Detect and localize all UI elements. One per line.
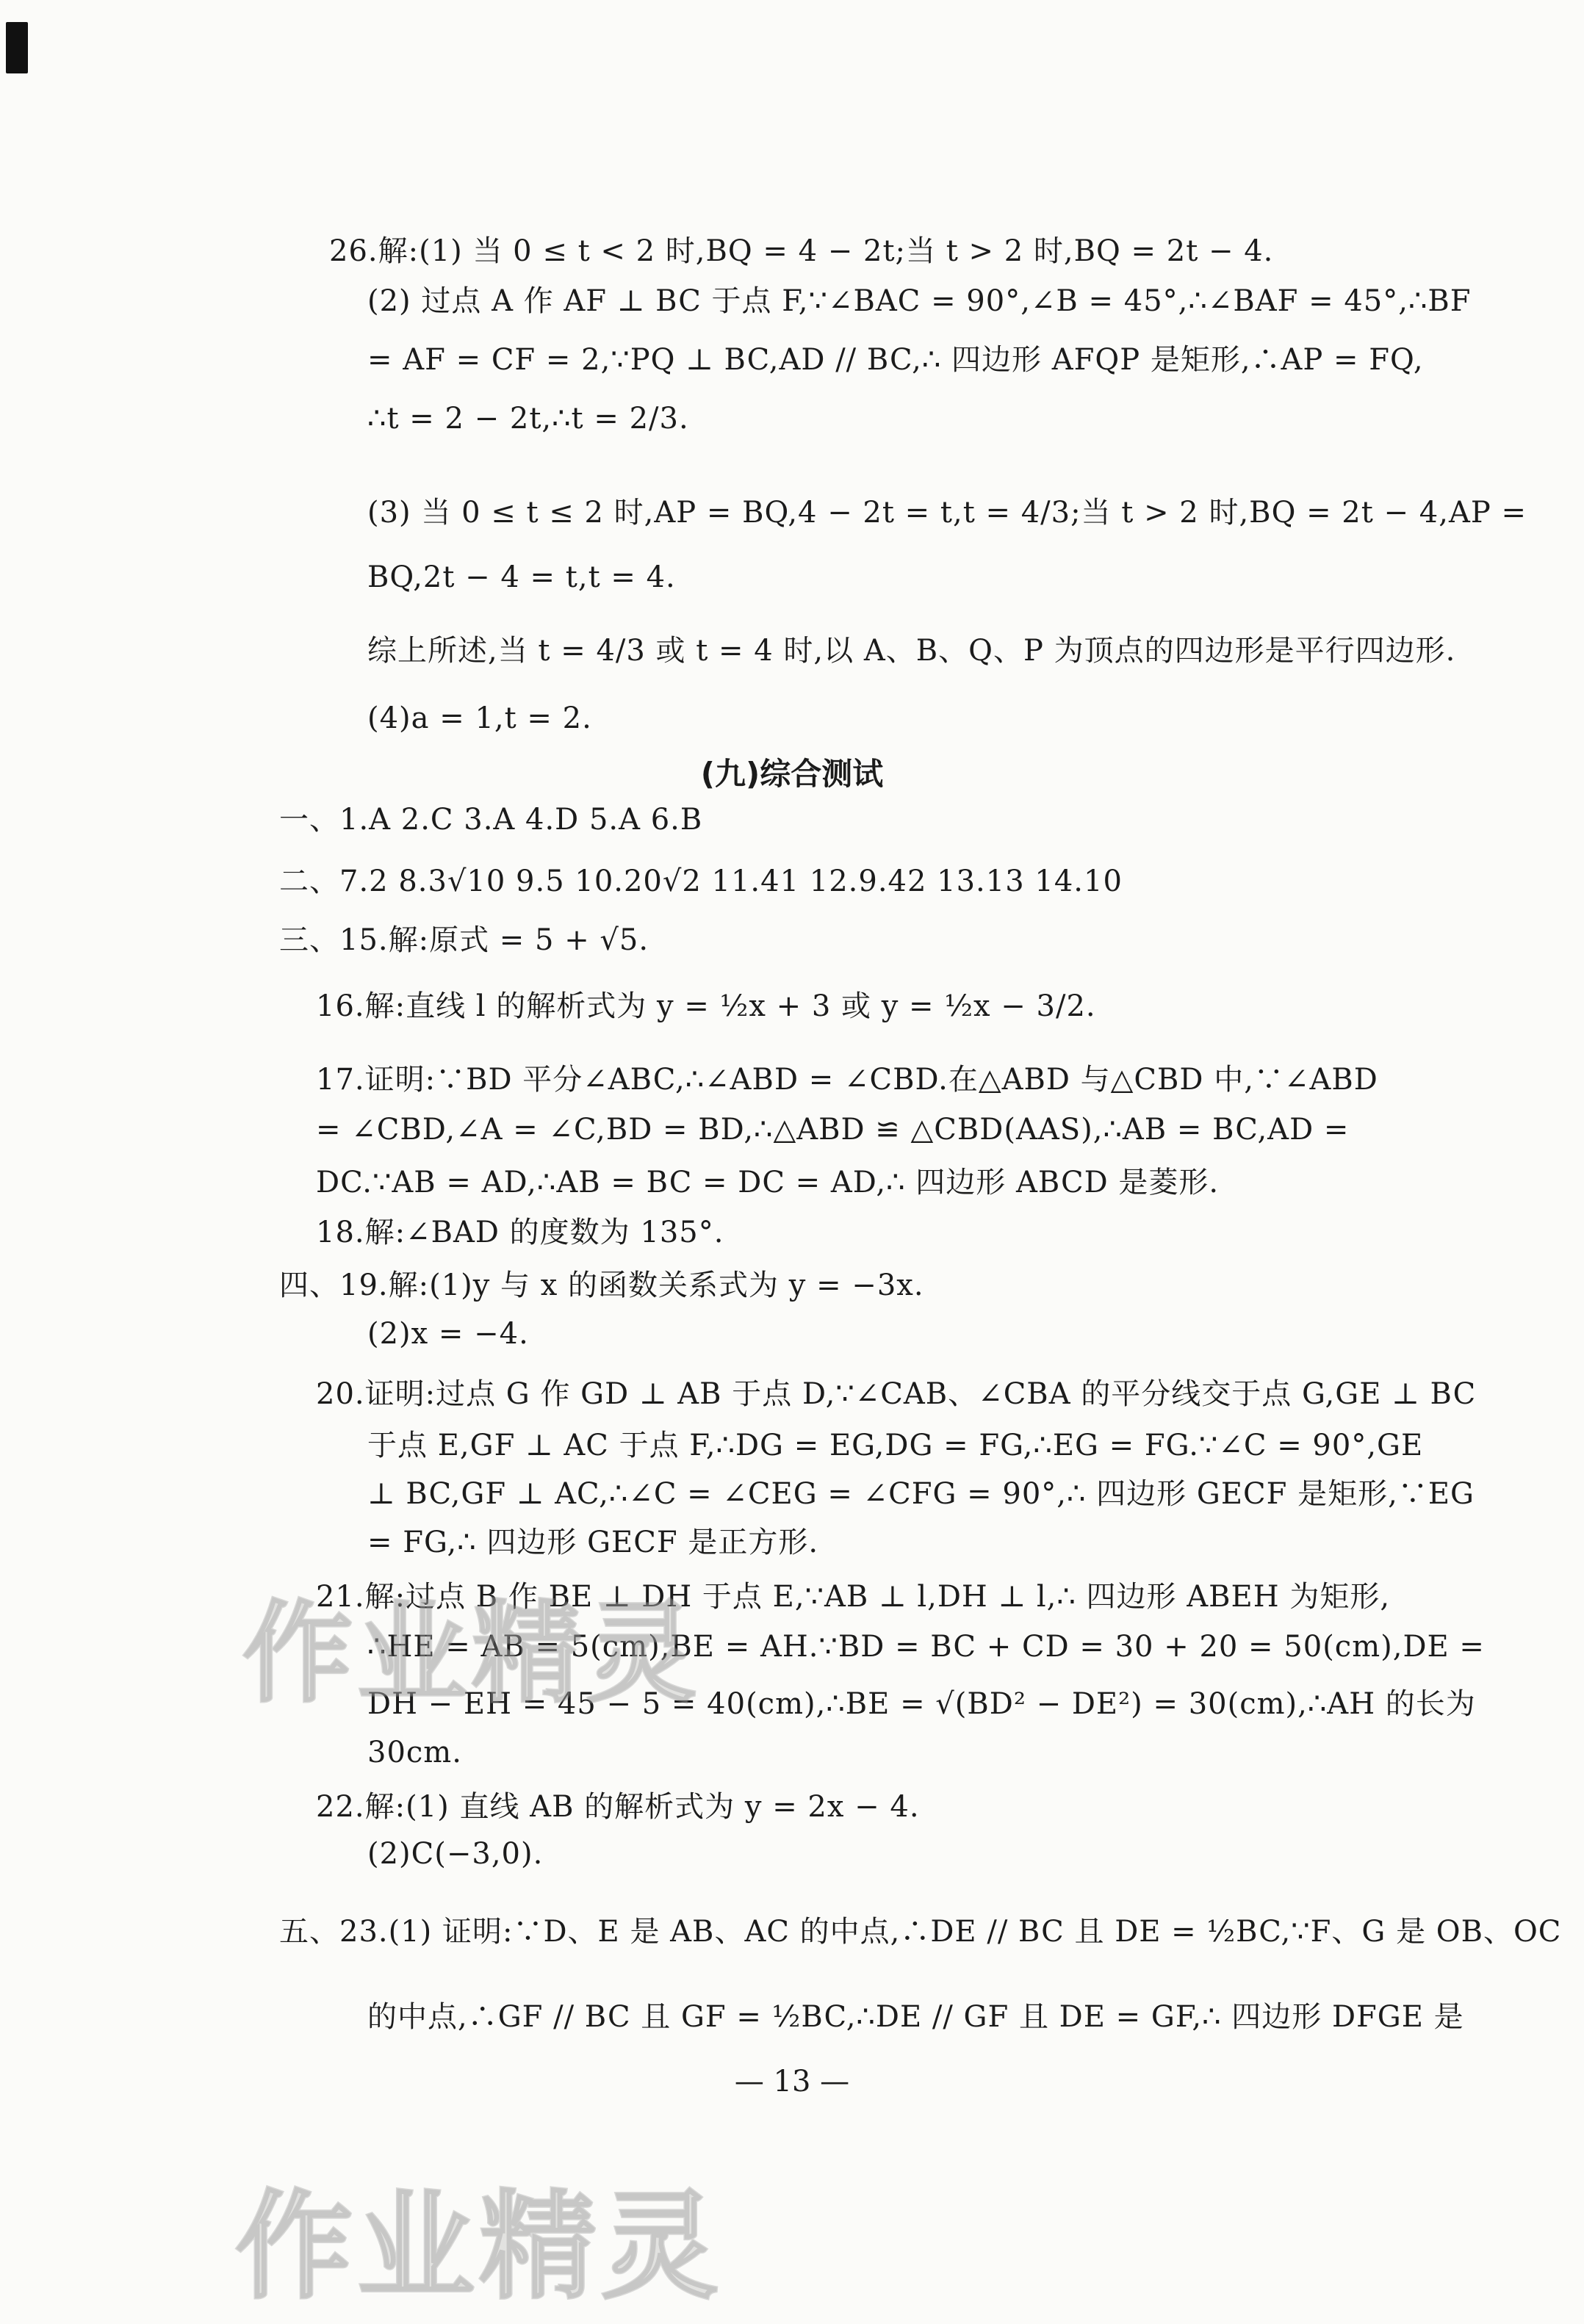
part5-line-1: 五、23.(1) 证明:∵D、E 是 AB、AC 的中点,∴DE // BC 且 DE = ½BC,∵F、G 是 OB、OC [279,1915,1562,1949]
page-number: — 13 — [734,2065,850,2099]
part1-answers: 一、1.A 2.C 3.A 4.D 5.A 6.B [279,803,703,837]
part3-line-5: DC.∵AB = AD,∴AB = BC = DC = AD,∴ 四边形 ABCD 是菱形. [316,1166,1220,1199]
part4-line-12: (2)C(−3,0). [367,1837,544,1871]
part4-line-5: ⊥ BC,GF ⊥ AC,∴∠C = ∠CEG = ∠CFG = 90°,∴ 四边形 GECF 是矩形,∵EG [367,1477,1475,1511]
part3-line-6: 18.解:∠BAD 的度数为 135°. [316,1216,724,1249]
part3-line-2: 16.解:直线 l 的解析式为 y = ½x + 3 或 y = ½x − 3/2. [316,989,1096,1023]
part4-line-9: DH − EH = 45 − 5 = 40(cm),∴BE = √(BD² − DE²) = 30(cm),∴AH 的长为 [367,1687,1476,1721]
part4-line-2: (2)x = −4. [367,1317,529,1351]
p26-line-4: ∴t = 2 − 2t,∴t = 2/3. [367,402,689,436]
part4-line-3: 20.证明:过点 G 作 GD ⊥ AB 于点 D,∵∠CAB、∠CBA 的平分线交于点 G,GE ⊥ BC [316,1377,1477,1411]
part3-line-1: 三、15.解:原式 = 5 + √5. [279,923,649,957]
watermark-logo-upper: 作业精灵 [242,1590,702,1718]
part4-line-1: 四、19.解:(1)y 与 x 的函数关系式为 y = −3x. [279,1269,924,1302]
part5-line-2: 的中点,∴GF // BC 且 GF = ½BC,∴DE // GF 且 DE = GF,∴ 四边形 DFGE 是 [367,2000,1464,2034]
p26-line-1: 26.解:(1) 当 0 ≤ t < 2 时,BQ = 4 − 2t;当 t > 2 时,BQ = 2t − 4. [329,234,1274,268]
p26-line-5: (3) 当 0 ≤ t ≤ 2 时,AP = BQ,4 − 2t = t,t = 4/3;当 t > 2 时,BQ = 2t − 4,AP = [367,496,1527,530]
part3-line-3: 17.证明:∵BD 平分∠ABC,∴∠ABD = ∠CBD.在△ABD 与△CBD 中,∵∠ABD [316,1063,1378,1097]
p26-line-6: BQ,2t − 4 = t,t = 4. [367,560,676,594]
p26-line-7: 综上所述,当 t = 4/3 或 t = 4 时,以 A、B、Q、P 为顶点的四边形是平行四边形. [367,634,1456,668]
part3-line-4: = ∠CBD,∠A = ∠C,BD = BD,∴△ABD ≌ △CBD(AAS),∴AB = BC,AD = [316,1113,1350,1147]
part2-answers: 二、7.2 8.3√10 9.5 10.20√2 11.41 12.9.42 13.13 14.10 [279,865,1123,898]
watermark-logo-lower: 作业精灵 [235,2178,724,2315]
part4-line-10: 30cm. [367,1736,462,1769]
p26-line-3: = AF = CF = 2,∵PQ ⊥ BC,AD // BC,∴ 四边形 AFQP 是矩形,∴AP = FQ, [367,343,1424,377]
section-title: (九)综合测试 [700,756,884,792]
scan-edge-mark [6,22,28,73]
part4-line-7: 21.解:过点 B 作 BE ⊥ DH 于点 E,∵AB ⊥ l,DH ⊥ l,∴ 四边形 ABEH 为矩形, [316,1580,1391,1614]
p26-line-2: (2) 过点 A 作 AF ⊥ BC 于点 F,∵∠BAC = 90°,∠B = 45°,∴∠BAF = 45°,∴BF [367,284,1472,318]
part4-line-11: 22.解:(1) 直线 AB 的解析式为 y = 2x − 4. [316,1790,920,1824]
p26-line-8: (4)a = 1,t = 2. [367,701,592,735]
part4-line-8: ∴HE = AB = 5(cm),BE = AH.∵BD = BC + CD = 30 + 20 = 50(cm),DE = [367,1630,1485,1664]
part4-line-6: = FG,∴ 四边形 GECF 是正方形. [367,1526,819,1559]
part4-line-4: 于点 E,GF ⊥ AC 于点 F,∴DG = EG,DG = FG,∴EG = FG.∵∠C = 90°,GE [367,1429,1424,1462]
